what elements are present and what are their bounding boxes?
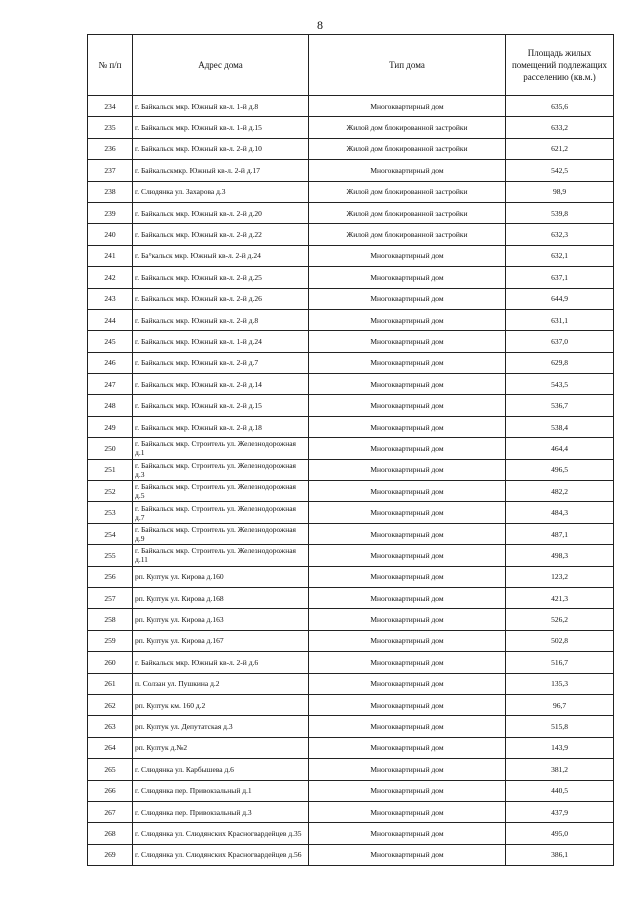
- table-header-row: [88, 35, 614, 96]
- cell-area: 637,0: [506, 331, 614, 352]
- table-row: [88, 117, 614, 138]
- cell-area: 143,9: [506, 737, 614, 758]
- cell-type: Многоквартирный дом: [309, 545, 506, 566]
- cell-num: 237: [88, 160, 133, 181]
- cell-address: г. Слюдянка пер. Привокзальный д.3: [133, 801, 309, 822]
- cell-area: 644,9: [506, 288, 614, 309]
- cell-type: Многоквартирный дом: [309, 566, 506, 587]
- cell-num: 267: [88, 801, 133, 822]
- table-row: [88, 801, 614, 822]
- cell-address: г. Байкальск мкр. Строитель ул. Железнодорожная д.7: [133, 502, 309, 523]
- page-number: 8: [317, 18, 323, 32]
- cell-address: г. Байкальск мкр. Южный кв-л. 1-й д.24: [133, 331, 309, 352]
- table-row: [88, 202, 614, 223]
- cell-area: 632,1: [506, 245, 614, 266]
- table-body: [88, 96, 614, 866]
- cell-address: г. Байкальск мкр. Строитель ул. Железнодорожная д.5: [133, 481, 309, 502]
- cell-address: г. Ба°кальск мкр. Южный кв-л. 2-й д.24: [133, 245, 309, 266]
- cell-num: 240: [88, 224, 133, 245]
- cell-area: 515,8: [506, 716, 614, 737]
- table-row: [88, 502, 614, 523]
- table-row: [88, 374, 614, 395]
- cell-area: 495,0: [506, 823, 614, 844]
- cell-num: 252: [88, 481, 133, 502]
- table-row: [88, 181, 614, 202]
- cell-area: 621,2: [506, 138, 614, 159]
- cell-num: 248: [88, 395, 133, 416]
- cell-area: 135,3: [506, 673, 614, 694]
- table-row: [88, 823, 614, 844]
- cell-num: 235: [88, 117, 133, 138]
- cell-address: г. Байкальск мкр. Южный кв-л. 2-й д.20: [133, 202, 309, 223]
- cell-num: 249: [88, 416, 133, 437]
- cell-type: Многоквартирный дом: [309, 245, 506, 266]
- cell-area: 484,3: [506, 502, 614, 523]
- table-row: [88, 652, 614, 673]
- table-row: [88, 331, 614, 352]
- cell-area: 421,3: [506, 587, 614, 608]
- cell-area: 98,9: [506, 181, 614, 202]
- cell-area: 635,6: [506, 96, 614, 117]
- cell-area: 487,1: [506, 523, 614, 544]
- cell-area: 631,1: [506, 309, 614, 330]
- cell-num: 257: [88, 587, 133, 608]
- table-row: [88, 416, 614, 437]
- table-row: [88, 309, 614, 330]
- cell-address: г. Байкальскмкр. Южный кв-л. 2-й д.17: [133, 160, 309, 181]
- cell-address: г. Байкальск мкр. Южный кв-л. 2-й д.14: [133, 374, 309, 395]
- cell-area: 538,4: [506, 416, 614, 437]
- table-row: [88, 138, 614, 159]
- cell-num: 264: [88, 737, 133, 758]
- cell-area: 437,9: [506, 801, 614, 822]
- cell-num: 259: [88, 630, 133, 651]
- cell-area: 637,1: [506, 267, 614, 288]
- cell-num: 258: [88, 609, 133, 630]
- cell-type: Жилой дом блокированной застройки: [309, 224, 506, 245]
- cell-num: 239: [88, 202, 133, 223]
- header-type: Тип дома: [309, 35, 506, 96]
- table-row: [88, 481, 614, 502]
- cell-type: Жилой дом блокированной застройки: [309, 138, 506, 159]
- cell-num: 261: [88, 673, 133, 694]
- cell-num: 236: [88, 138, 133, 159]
- table-row: [88, 566, 614, 587]
- cell-type: Многоквартирный дом: [309, 844, 506, 865]
- table-row: [88, 844, 614, 865]
- cell-num: 263: [88, 716, 133, 737]
- cell-num: 254: [88, 523, 133, 544]
- table-row: [88, 96, 614, 117]
- cell-area: 543,5: [506, 374, 614, 395]
- cell-address: рп. Култук ул. Кирова д.167: [133, 630, 309, 651]
- cell-address: г. Байкальск мкр. Строитель ул. Железнодорожная д.3: [133, 459, 309, 480]
- table-row: [88, 224, 614, 245]
- cell-num: 251: [88, 459, 133, 480]
- table-row: [88, 160, 614, 181]
- table-row: [88, 737, 614, 758]
- cell-address: г. Байкальск мкр. Южный кв-л. 2-й д.25: [133, 267, 309, 288]
- table-row: [88, 545, 614, 566]
- cell-type: Многоквартирный дом: [309, 267, 506, 288]
- cell-num: 241: [88, 245, 133, 266]
- header-num: № п/п: [88, 35, 133, 96]
- cell-area: 516,7: [506, 652, 614, 673]
- cell-address: г. Байкальск мкр. Южный кв-л. 2-й д.8: [133, 309, 309, 330]
- cell-type: Многоквартирный дом: [309, 438, 506, 459]
- cell-num: 253: [88, 502, 133, 523]
- cell-address: рп. Култук ул. Кирова д.168: [133, 587, 309, 608]
- header-address: Адрес дома: [133, 35, 309, 96]
- cell-type: Многоквартирный дом: [309, 160, 506, 181]
- cell-address: г. Слюдянка ул. Карбышева д.6: [133, 759, 309, 780]
- cell-address: г. Байкальск мкр. Южный кв-л. 2-й д.18: [133, 416, 309, 437]
- cell-address: г. Байкальск мкр. Южный кв-л. 2-й д.7: [133, 352, 309, 373]
- cell-address: г. Слюдянка ул. Слюдянских Красногвардейцев д.35: [133, 823, 309, 844]
- cell-type: Многоквартирный дом: [309, 694, 506, 715]
- cell-address: рп. Култук км. 160 д.2: [133, 694, 309, 715]
- resettlement-table: [87, 34, 614, 866]
- cell-area: 482,2: [506, 481, 614, 502]
- cell-area: 440,5: [506, 780, 614, 801]
- header-area: Площадь жилых помещений подлежащих расселению (кв.м.): [506, 35, 614, 96]
- cell-address: г. Байкальск мкр. Южный кв-л. 2-й д.26: [133, 288, 309, 309]
- cell-type: Многоквартирный дом: [309, 352, 506, 373]
- cell-address: г. Байкальск мкр. Южный кв-л. 1-й д.8: [133, 96, 309, 117]
- cell-area: 629,8: [506, 352, 614, 373]
- cell-address: г. Байкальск мкр. Строитель ул. Железнодорожная д.9: [133, 523, 309, 544]
- cell-area: 498,3: [506, 545, 614, 566]
- cell-type: Многоквартирный дом: [309, 587, 506, 608]
- table-row: [88, 523, 614, 544]
- cell-address: рп. Култук ул. Депутатская д.3: [133, 716, 309, 737]
- cell-num: 266: [88, 780, 133, 801]
- cell-address: г. Байкальск мкр. Строитель ул. Железнодорожная д.1: [133, 438, 309, 459]
- cell-num: 269: [88, 844, 133, 865]
- cell-address: рп. Култук ул. Кирова д.160: [133, 566, 309, 587]
- cell-num: 260: [88, 652, 133, 673]
- cell-area: 386,1: [506, 844, 614, 865]
- cell-address: г. Байкальск мкр. Южный кв-л. 1-й д.15: [133, 117, 309, 138]
- cell-type: Многоквартирный дом: [309, 630, 506, 651]
- cell-type: Многоквартирный дом: [309, 652, 506, 673]
- cell-area: 502,8: [506, 630, 614, 651]
- cell-num: 245: [88, 331, 133, 352]
- cell-type: Многоквартирный дом: [309, 309, 506, 330]
- cell-address: п. Солзан ул. Пушкина д.2: [133, 673, 309, 694]
- cell-area: 464,4: [506, 438, 614, 459]
- cell-area: 123,2: [506, 566, 614, 587]
- table-row: [88, 438, 614, 459]
- cell-area: 526,2: [506, 609, 614, 630]
- cell-type: Жилой дом блокированной застройки: [309, 181, 506, 202]
- cell-area: 633,2: [506, 117, 614, 138]
- cell-address: г. Слюдянка ул. Слюдянских Красногвардейцев д.56: [133, 844, 309, 865]
- cell-num: 242: [88, 267, 133, 288]
- cell-address: г. Байкальск мкр. Южный кв-л. 2-й д.15: [133, 395, 309, 416]
- cell-type: Многоквартирный дом: [309, 780, 506, 801]
- cell-type: Многоквартирный дом: [309, 395, 506, 416]
- cell-address: г. Байкальск мкр. Южный кв-л. 2-й д.22: [133, 224, 309, 245]
- cell-type: Многоквартирный дом: [309, 716, 506, 737]
- cell-type: Жилой дом блокированной застройки: [309, 202, 506, 223]
- cell-address: г. Байкальск мкр. Южный кв-л. 2-й д.6: [133, 652, 309, 673]
- table-row: [88, 716, 614, 737]
- cell-type: Многоквартирный дом: [309, 331, 506, 352]
- table-row: [88, 395, 614, 416]
- table-row: [88, 245, 614, 266]
- table-row: [88, 694, 614, 715]
- cell-type: Многоквартирный дом: [309, 288, 506, 309]
- table-row: [88, 630, 614, 651]
- cell-num: 238: [88, 181, 133, 202]
- table-row: [88, 352, 614, 373]
- cell-type: Многоквартирный дом: [309, 459, 506, 480]
- cell-type: Многоквартирный дом: [309, 673, 506, 694]
- cell-area: 381,2: [506, 759, 614, 780]
- table-row: [88, 673, 614, 694]
- cell-num: 256: [88, 566, 133, 587]
- cell-address: г. Байкальск мкр. Южный кв-л. 2-й д.10: [133, 138, 309, 159]
- cell-num: 255: [88, 545, 133, 566]
- cell-num: 250: [88, 438, 133, 459]
- table-row: [88, 780, 614, 801]
- cell-num: 246: [88, 352, 133, 373]
- cell-address: рп. Култук ул. Кирова д.163: [133, 609, 309, 630]
- cell-type: Многоквартирный дом: [309, 374, 506, 395]
- cell-num: 234: [88, 96, 133, 117]
- cell-address: г. Слюдянка пер. Привокзальный д.1: [133, 780, 309, 801]
- cell-address: рп. Култук д.№2: [133, 737, 309, 758]
- table-row: [88, 587, 614, 608]
- cell-type: Многоквартирный дом: [309, 96, 506, 117]
- cell-num: 265: [88, 759, 133, 780]
- cell-address: г. Байкальск мкр. Строитель ул. Железнодорожная д.11: [133, 545, 309, 566]
- cell-type: Многоквартирный дом: [309, 737, 506, 758]
- table-row: [88, 759, 614, 780]
- cell-num: 262: [88, 694, 133, 715]
- cell-num: 243: [88, 288, 133, 309]
- table-row: [88, 267, 614, 288]
- table-row: [88, 609, 614, 630]
- cell-type: Жилой дом блокированной застройки: [309, 117, 506, 138]
- cell-address: г. Слюдянка ул. Захарова д.3: [133, 181, 309, 202]
- cell-area: 632,3: [506, 224, 614, 245]
- cell-area: 96,7: [506, 694, 614, 715]
- cell-type: Многоквартирный дом: [309, 523, 506, 544]
- cell-type: Многоквартирный дом: [309, 759, 506, 780]
- cell-area: 542,5: [506, 160, 614, 181]
- cell-type: Многоквартирный дом: [309, 502, 506, 523]
- cell-num: 247: [88, 374, 133, 395]
- table-row: [88, 459, 614, 480]
- cell-type: Многоквартирный дом: [309, 481, 506, 502]
- cell-area: 496,5: [506, 459, 614, 480]
- table-row: [88, 288, 614, 309]
- cell-num: 244: [88, 309, 133, 330]
- cell-num: 268: [88, 823, 133, 844]
- cell-area: 536,7: [506, 395, 614, 416]
- cell-type: Многоквартирный дом: [309, 609, 506, 630]
- cell-type: Многоквартирный дом: [309, 823, 506, 844]
- cell-type: Многоквартирный дом: [309, 801, 506, 822]
- cell-area: 539,8: [506, 202, 614, 223]
- cell-type: Многоквартирный дом: [309, 416, 506, 437]
